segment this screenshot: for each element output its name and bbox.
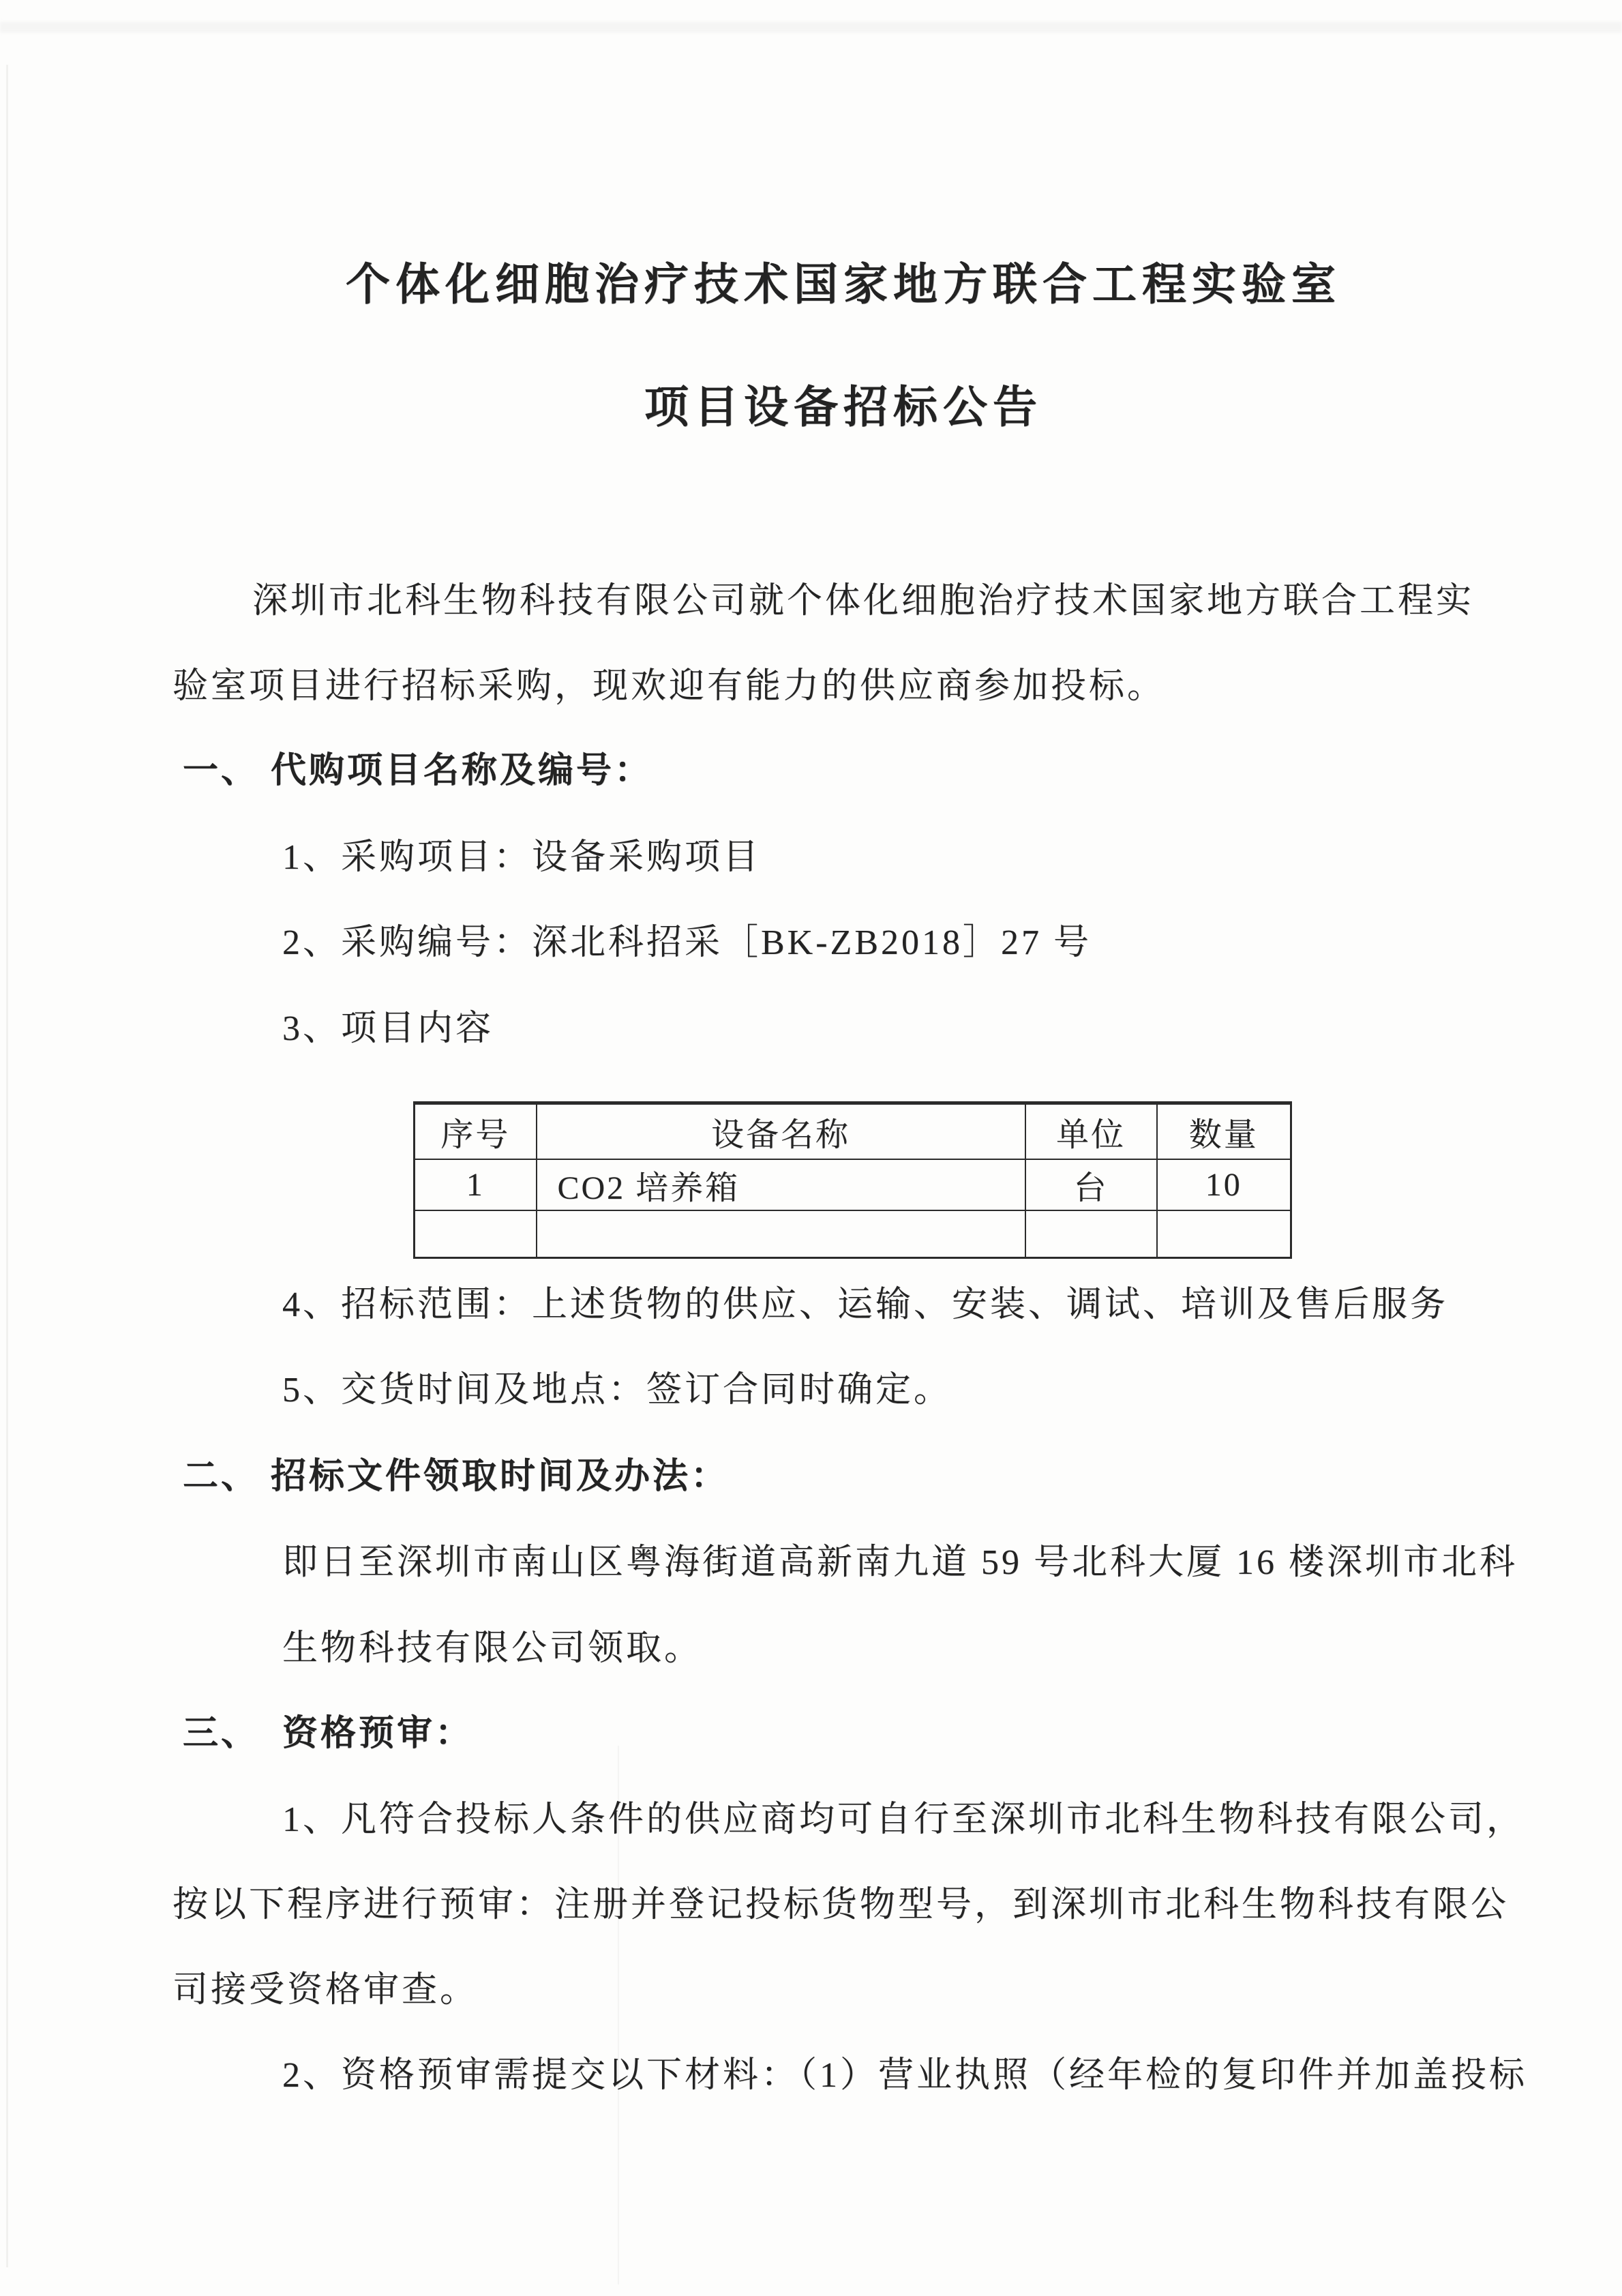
- cell-unit: [1025, 1210, 1157, 1258]
- equipment-table: [413, 1101, 1292, 1259]
- intro-line-2: 验室项目进行招标采购，现欢迎有能力的供应商参加投标。: [172, 667, 1166, 706]
- header-cell-name: 设备名称: [537, 1103, 1025, 1159]
- equipment-table-header-row: [415, 1103, 1291, 1159]
- table-row-empty: [415, 1210, 1291, 1258]
- section1-heading: 一、 代购项目名称及编号：: [183, 751, 653, 790]
- table-row: [415, 1159, 1291, 1210]
- section1-item-2: 2、采购编号：深北科招采［BK-ZB2018］27 号: [282, 923, 1092, 962]
- header-cell-index: 序号: [415, 1103, 537, 1159]
- document-title-line-1: 个体化细胞治疗技术国家地方联合工程实验室: [345, 260, 1341, 310]
- header-cell-unit: 单位: [1025, 1103, 1157, 1159]
- intro-line-1: 深圳市北科生物科技有限公司就个体化细胞治疗技术国家地方联合工程实: [252, 582, 1475, 621]
- section3-paragraph2-line-1: 2、资格预审需提交以下材料：（1）营业执照（经年检的复印件并加盖投标: [282, 2056, 1528, 2095]
- cell-unit: 台: [1025, 1159, 1157, 1210]
- header-cell-quantity: 数量: [1157, 1103, 1291, 1159]
- scan-artifact-top-band: [0, 22, 1622, 33]
- section2-line-1: 即日至深圳市南山区粤海街道高新南九道 59 号北科大厦 16 楼深圳市北科: [282, 1543, 1518, 1582]
- section1-item-1: 1、采购项目：设备采购项目: [282, 838, 762, 877]
- section1-item-3: 3、项目内容: [282, 1009, 494, 1048]
- cell-quantity: 10: [1157, 1159, 1291, 1210]
- section2-line-2: 生物科技有限公司领取。: [282, 1629, 703, 1668]
- section3-heading: 三、 资格预审：: [183, 1714, 474, 1753]
- section3-paragraph1-line-1: 1、凡符合投标人条件的供应商均可自行至深圳市北科生物科技有限公司，: [282, 1800, 1525, 1839]
- section1-item-5: 5、交货时间及地点：签订合同时确定。: [282, 1371, 952, 1410]
- section1-item-4: 4、招标范围：上述货物的供应、运输、安装、调试、培训及售后服务: [282, 1285, 1449, 1324]
- cell-index: [415, 1210, 537, 1258]
- cell-equipment-name: [537, 1210, 1025, 1258]
- cell-quantity: [1157, 1210, 1291, 1258]
- cell-index: 1: [415, 1159, 537, 1210]
- section2-heading: 二、 招标文件领取时间及办法：: [183, 1457, 730, 1496]
- section3-paragraph1-line-3: 司接受资格审查。: [172, 1971, 479, 2010]
- document-title-line-2: 项目设备招标公告: [644, 383, 1042, 432]
- section3-paragraph1-line-2: 按以下程序进行预审：注册并登记投标货物型号，到深圳市北科生物科技有限公: [172, 1885, 1510, 1924]
- cell-equipment-name: CO2 培养箱: [537, 1159, 1025, 1210]
